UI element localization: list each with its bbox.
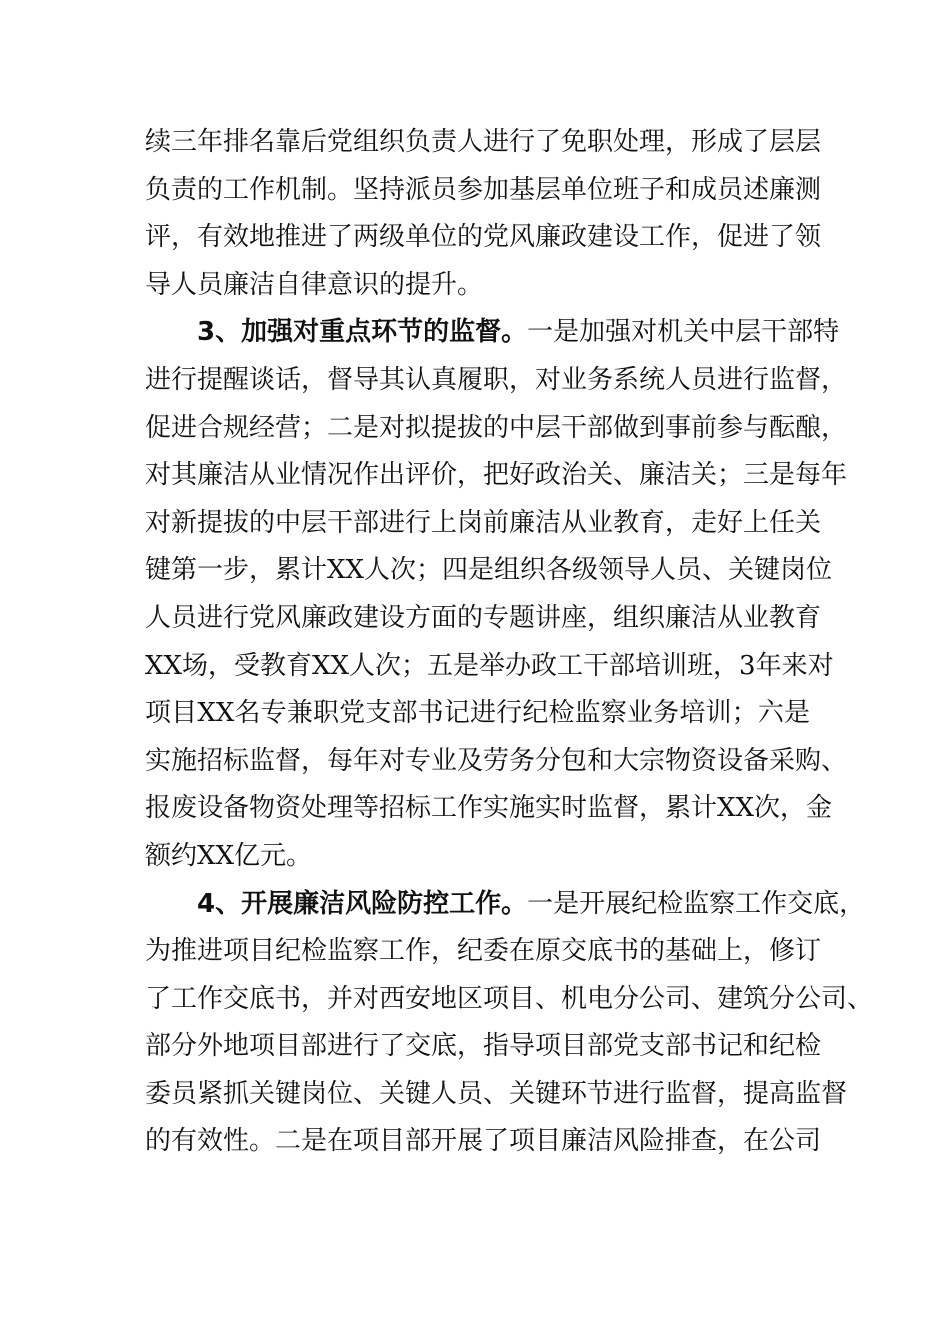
paragraph-first-line — [145, 881, 866, 929]
text-line: 部分外地项目部进行了交底，指导项目部党支部书记和纪检 — [145, 1031, 822, 1062]
text-line: 评，有效地推进了两级单位的党风廉政建设工作，促进了领 — [145, 222, 822, 253]
text-line: 额约XX亿元。 — [145, 840, 313, 871]
text-line: 实施招标监督，每年对专业及劳务分包和大宗物资设备采购、 — [145, 745, 848, 776]
document-body — [145, 119, 874, 1166]
section-heading: 4、开展廉洁风险防控工作。 — [197, 888, 528, 919]
text-line: XX场，受教育XX人次；五是举办政工干部培训班，3年来对 — [145, 650, 834, 681]
text-line: 了工作交底书，并对西安地区项目、机电分公司、建筑分公司、 — [145, 983, 874, 1014]
text-run: 一是开展纪检监察工作交底， — [527, 888, 866, 919]
text-line: 项目XX名专兼职党支部书记进行纪检监察业务培训；六是 — [145, 698, 810, 729]
text-run: 一是加强对机关中层干部特 — [527, 317, 840, 348]
text-line: 导人员廉洁自律意识的提升。 — [145, 269, 484, 300]
text-line: 委员紧抓关键岗位、关键人员、关键环节进行监督，提高监督 — [145, 1078, 848, 1109]
section-heading: 3、加强对重点环节的监督。 — [197, 317, 528, 348]
text-line: 续三年排名靠后党组织负责人进行了免职处理，形成了层层 — [145, 127, 822, 157]
text-line: 负责的工作机制。坚持派员参加基层单位班子和成员述廉测 — [145, 174, 822, 205]
text-line: 的有效性。二是在项目部开展了项目廉洁风险排查，在公司 — [145, 1126, 822, 1157]
text-line: 对新提拔的中层干部进行上岗前廉洁从业教育，走好上任关 — [145, 507, 822, 538]
text-line: 键第一步，累计XX人次；四是组织各级领导人员、关键岗位 — [145, 555, 833, 586]
text-line: 人员进行党风廉政建设方面的专题讲座，组织廉洁从业教育 — [145, 602, 822, 633]
text-line: 促进合规经营；二是对拟提拔的中层干部做到事前参与酝酿， — [145, 412, 848, 443]
text-line: 报废设备物资处理等招标工作实施实时监督，累计XX次，金 — [145, 793, 833, 824]
text-line: 进行提醒谈话，督导其认真履职，对业务系统人员进行监督， — [145, 364, 848, 395]
text-line: 对其廉洁从业情况作出评价，把好政治关、廉洁关；三是每年 — [145, 460, 848, 491]
paragraph-first-line — [145, 309, 840, 357]
text-line: 为推进项目纪检监察工作，纪委在原交底书的基础上，修订 — [145, 936, 822, 967]
